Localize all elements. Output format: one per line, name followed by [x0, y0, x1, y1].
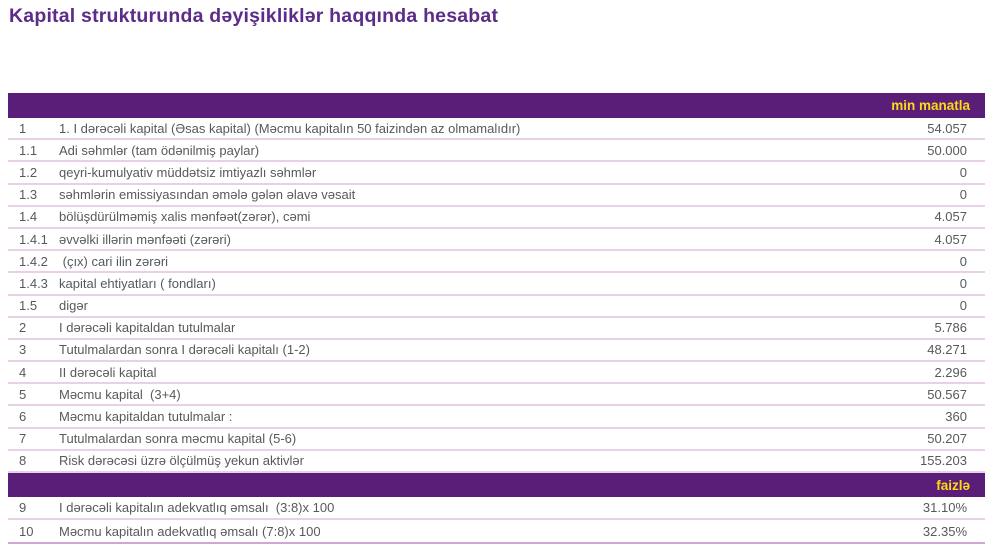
row-value: 5.786: [934, 320, 967, 336]
row-value: 0: [959, 187, 967, 203]
row-value: 0: [959, 275, 967, 291]
row-value: 155.203: [920, 453, 967, 469]
row-label: Məcmu kapitaldan tutulmalar :: [59, 409, 233, 425]
table-row: [8, 185, 985, 207]
unit-header-percent-label: faizlə: [936, 477, 970, 493]
row-value: 0: [959, 298, 967, 314]
unit-header-manat-label: min manatla: [891, 98, 970, 113]
row-value: 50.207: [927, 431, 967, 447]
row-label: Tutulmalardan sonra I dərəcəli kapitalı (1-2): [59, 342, 310, 358]
row-number: 7: [19, 431, 27, 447]
table-row: [8, 273, 985, 295]
row-label: Tutulmalardan sonra məcmu kapital (5-6): [59, 431, 297, 447]
rows-percent-section: [8, 497, 985, 544]
row-number: 1.5: [19, 298, 38, 314]
row-value: 50.000: [927, 142, 967, 158]
row-number: 4: [19, 364, 27, 380]
row-number: 1.2: [19, 164, 38, 180]
row-label: Risk dərəcəsi üzrə ölçülmüş yekun aktivlər: [59, 453, 304, 469]
row-value: 360: [945, 409, 967, 425]
row-number: 1.3: [19, 187, 38, 203]
table-row: [8, 229, 985, 251]
row-number: 1.4.1: [19, 231, 48, 247]
row-label: Adi səhmlər (tam ödənilmiş paylar): [59, 142, 260, 158]
unit-header-percent: [8, 473, 985, 497]
row-value: 4.057: [934, 209, 967, 225]
row-number: 6: [19, 409, 27, 425]
row-number: 8: [19, 453, 27, 469]
row-number: 10: [19, 523, 34, 539]
row-label: II dərəcəli kapital: [59, 364, 157, 380]
table-row: [8, 451, 985, 473]
table-row: [8, 318, 985, 340]
row-number: 1.4.2: [19, 253, 48, 269]
table-row: [8, 520, 985, 543]
table-row: [8, 118, 985, 140]
row-label: səhmlərin emissiyasından əmələ gələn əlavə vəsait: [59, 187, 356, 203]
table-row: [8, 362, 985, 384]
row-value: 31.10%: [922, 500, 967, 516]
capital-structure-table: [8, 93, 985, 544]
table-row: [8, 251, 985, 273]
row-label: (çıx) cari ilin zərəri: [59, 253, 169, 269]
unit-header-manat: [8, 93, 985, 118]
row-value: 0: [959, 253, 967, 269]
row-label: digər: [59, 298, 88, 314]
row-label: əvvəlki illərin mənfəəti (zərəri): [59, 231, 231, 247]
row-value: 48.271: [927, 342, 967, 358]
row-value: 4.057: [934, 231, 967, 247]
table-row: [8, 296, 985, 318]
row-label: kapital ehtiyatları ( fondları): [59, 275, 216, 291]
row-label: qeyri-kumulyativ müddətsiz imtiyazlı səhmlər: [59, 164, 317, 180]
row-label: 1. I dərəcəli kapital (Əsas kapital) (Məcmu kapitalın 50 faizindən az olmamalıdır): [59, 120, 521, 136]
table-row: [8, 340, 985, 362]
table-row: [8, 162, 985, 184]
table-row: [8, 497, 985, 520]
row-number: 9: [19, 500, 27, 516]
row-value: 50.567: [927, 386, 967, 402]
row-label: Məcmu kapitalın adekvatlıq əmsalı (7:8)x 100: [59, 523, 321, 539]
table-row: [8, 406, 985, 428]
row-label: I dərəcəli kapitaldan tutulmalar: [59, 320, 236, 336]
row-number: 1.4: [19, 209, 38, 225]
row-number: 1.1: [19, 142, 38, 158]
row-number: 1: [19, 120, 27, 136]
table-row: [8, 429, 985, 451]
rows-manat-section: [8, 118, 985, 473]
row-label: I dərəcəli kapitalın adekvatlıq əmsalı (3:8)x 100: [59, 500, 335, 516]
row-value: 32.35%: [922, 523, 967, 539]
table-row: [8, 207, 985, 229]
row-value: 54.057: [927, 120, 967, 136]
row-number: 2: [19, 320, 27, 336]
table-row: [8, 384, 985, 406]
row-label: bölüşdürülməmiş xalis mənfəət(zərər), cəmi: [59, 209, 311, 225]
row-number: 3: [19, 342, 27, 358]
row-value: 2.296: [934, 364, 967, 380]
row-label: Məcmu kapital (3+4): [59, 386, 181, 402]
row-number: 5: [19, 386, 27, 402]
page-title: Kapital strukturunda dəyişikliklər haqqında hesabat: [9, 5, 499, 27]
row-value: 0: [959, 164, 967, 180]
table-row: [8, 140, 985, 162]
row-number: 1.4.3: [19, 275, 48, 291]
